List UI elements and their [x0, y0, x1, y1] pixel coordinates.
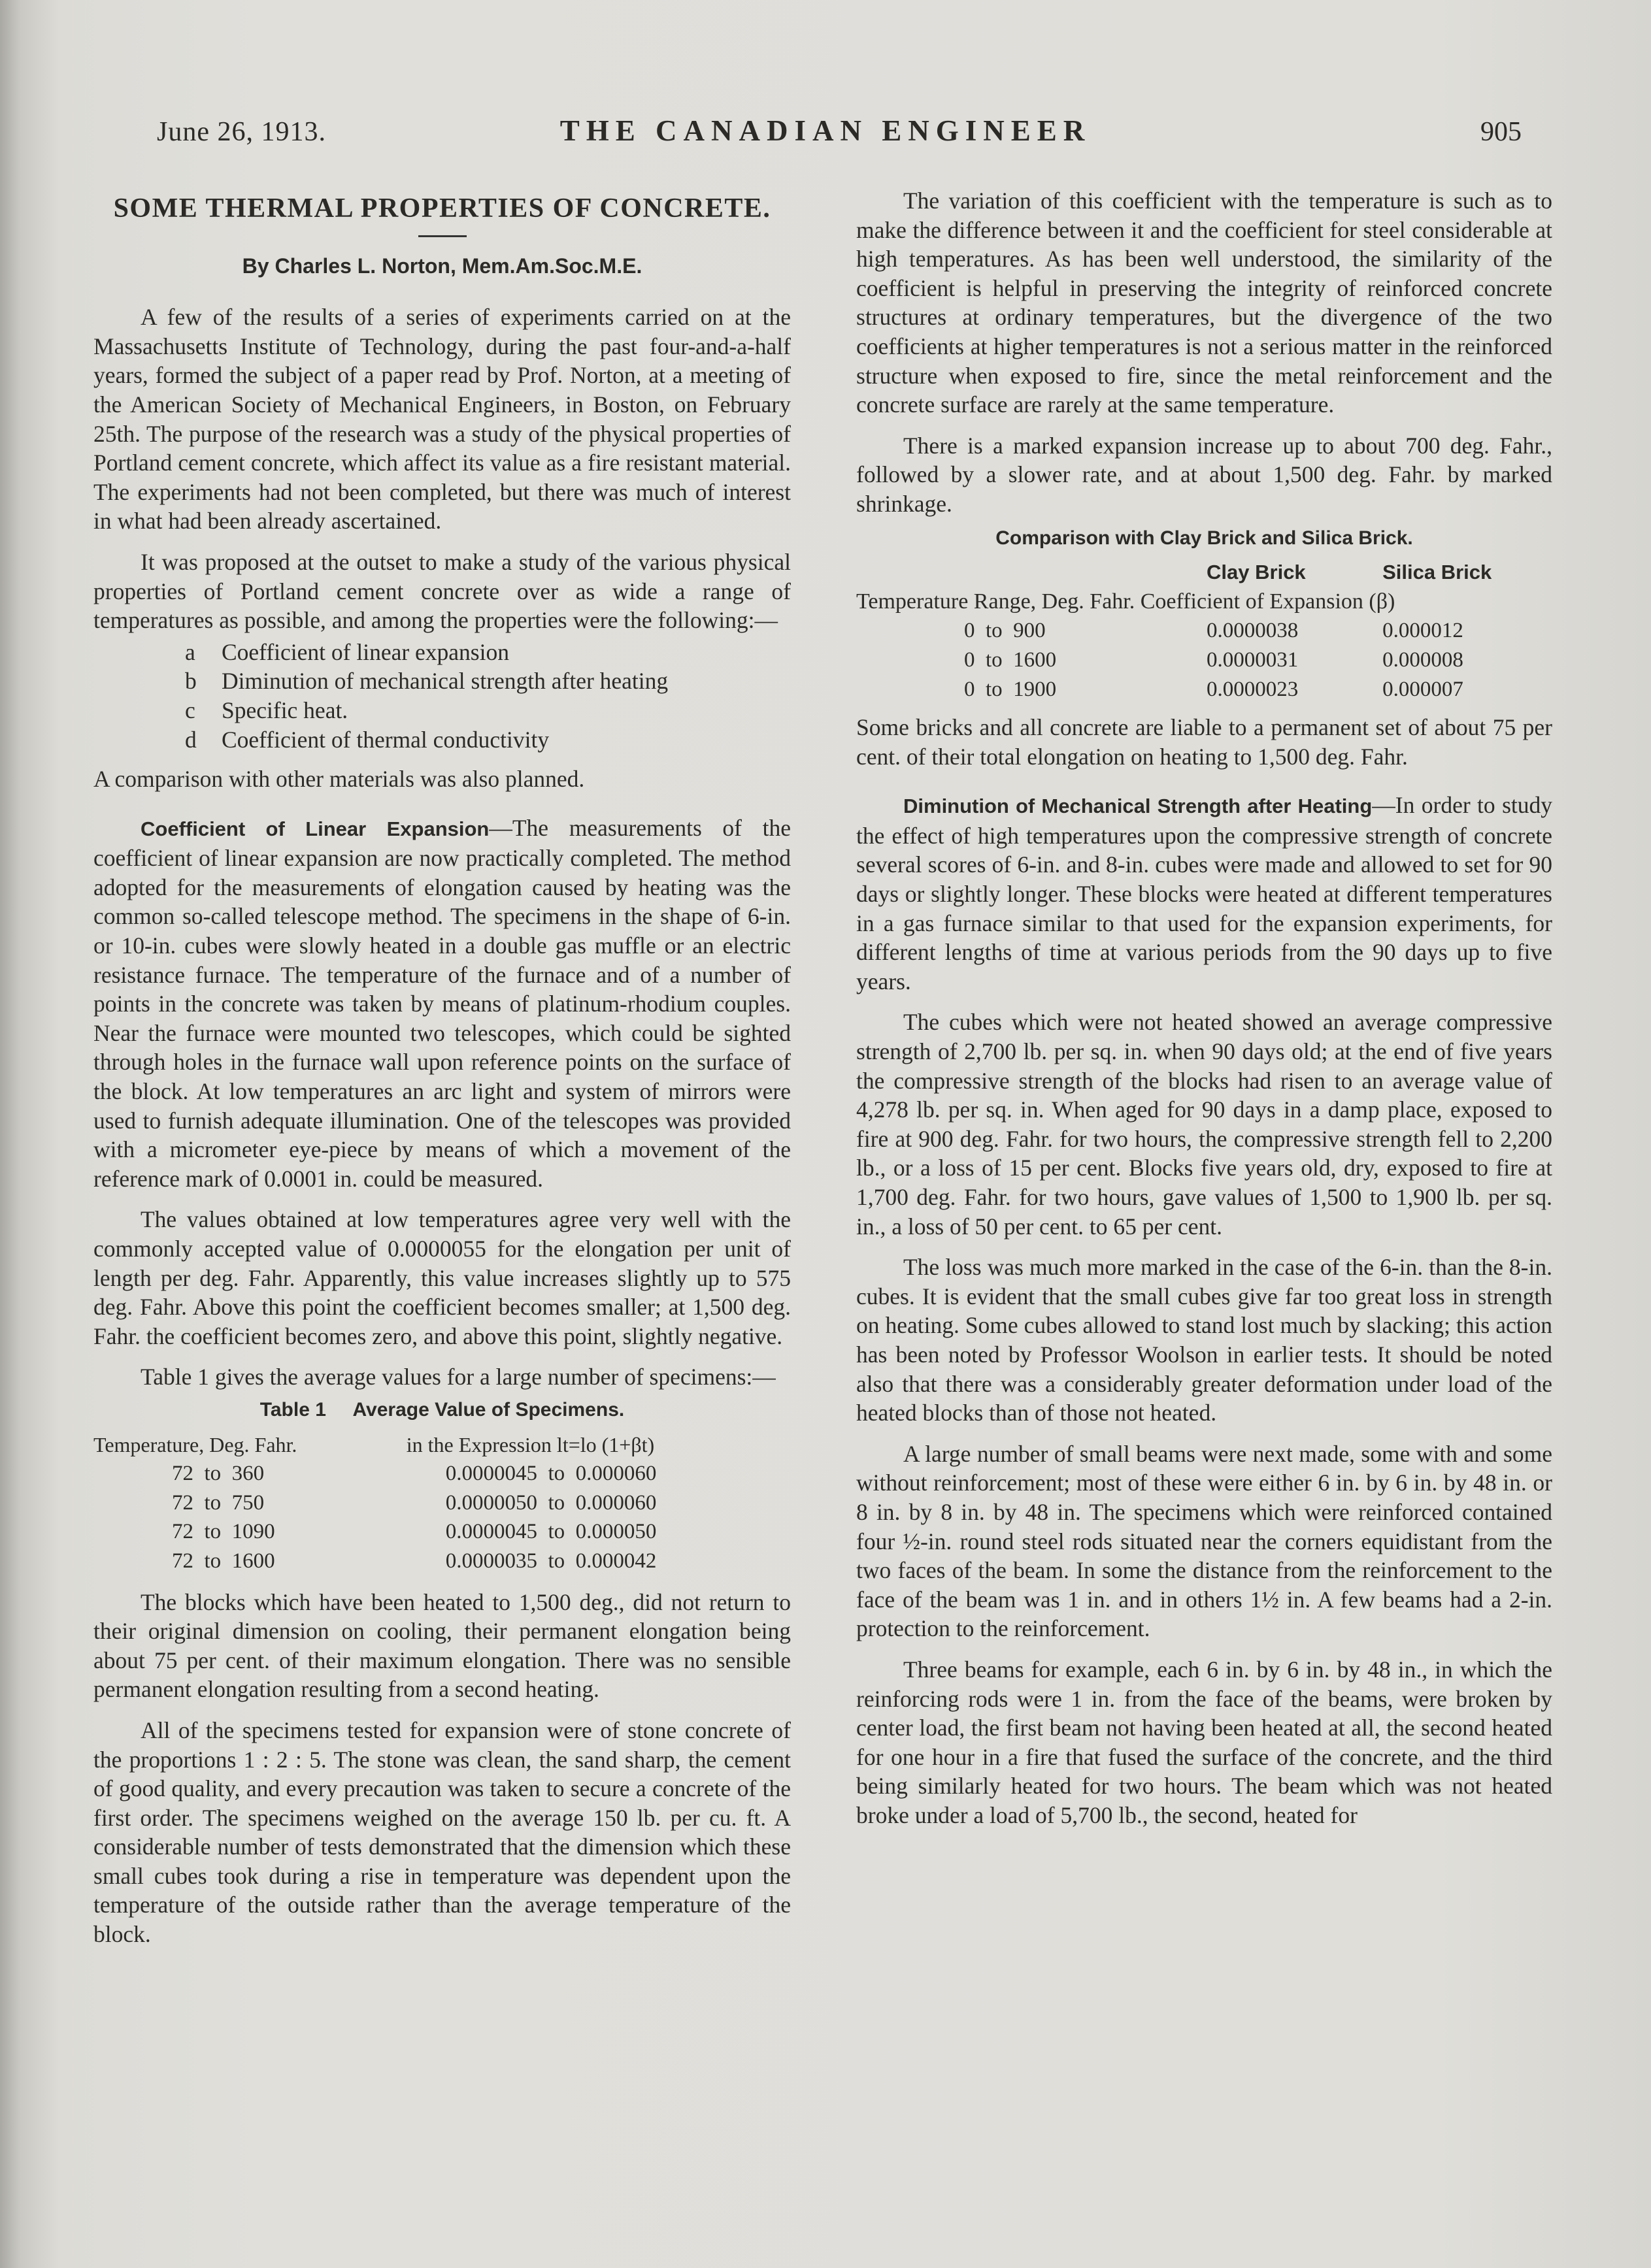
right-column — [856, 186, 1552, 1841]
table-row: 72 to 750 0.0000050 to 0.000060 — [172, 1490, 657, 1515]
list-item: d Coefficient of thermal conductivity — [185, 726, 550, 753]
table-row: 72 to 360 0.0000045 to 0.000060 — [172, 1462, 657, 1486]
table-row: 0 to 900 0.0000038 0.000012 — [964, 619, 1463, 643]
table1-caption: Table 1 Average Value of Specimens. — [259, 1398, 625, 1421]
page-number: 905 — [1480, 117, 1522, 147]
coefficient-paragraph-2: The values obtained at low temperatures agree very well with the commonly accepted value of 0.0000055 for the elongation per unit of length per deg. Fahr. Apparently, this value increases slightly up to 575 deg. Fahr. Above this point the coefficient becomes smaller; at 1,500 deg. Fahr. the coefficient becomes zero, and above this point, slightly negative. — [93, 1206, 791, 1349]
table-row: 72 to 1600 0.0000035 to 0.000042 — [172, 1549, 657, 1573]
brick-paragraph: Some bricks and all concrete are liable to a permanent set of about 75 per cent. of their total elongation on heating to 1,500 deg. Fahr. — [856, 714, 1552, 770]
table1-header-temperature: Temperature, Deg. Fahr. — [93, 1432, 297, 1456]
table-1 — [93, 1430, 791, 1576]
byline: By Charles L. Norton, Mem.Am.Soc.M.E. — [242, 254, 642, 278]
diminution-paragraph-1: Diminution of Mechanical Strength after Heating—In order to study the effect of high temperatures upon the compressive strength of concrete several scores of 6-in. and 8-in. cubes were made and allowed to set for 90 days or slightly longer. These blocks were heated at different temperatures in a gas furnace similar to that used for the expansion experiments, for different lengths of time at various periods from the 90 days up to five years. — [856, 792, 1552, 994]
intro-paragraph-1: A few of the results of a series of experiments carried on at the Massachusetts Institute of Technology, during the past four-and-a-half years, formed the subject of a paper read by Prof. Norton, at a meeting of the American Society of Mechanical Engineers, in Boston, on February 25th. The purpose of the research was a study of the physical properties of Portland cement concrete, which affect its value as a fire resistant material. The experiments had not been completed, but there was much of interest in what had been already ascertained. — [93, 304, 791, 534]
list-item: a Coefficient of linear expansion — [185, 638, 509, 665]
journal-title: THE CANADIAN ENGINEER — [559, 114, 1092, 147]
table-row: 0 to 1900 0.0000023 0.000007 — [964, 677, 1463, 701]
table-row: 0 to 1600 0.0000031 0.000008 — [964, 648, 1463, 672]
table2-header-clay: Clay Brick — [1207, 561, 1306, 584]
list-item: b Diminution of mechanical strength after heating — [185, 668, 669, 695]
coefficient-paragraph-6: The variation of this coefficient with the temperature is such as to make the difference between it and the coefficient for steel considerable at high temperatures. As has been well understood, the similarity of the coefficient is helpful in preserving the integrity of reinforced concrete structures at ordinary temperatures, but the divergence of the two coefficients at higher temperatures is not a serious matter in the reinforced structure when exposed to fire, since the metal reinforcement and the concrete surface are rarely at the same temperature. — [856, 188, 1552, 418]
article-title: SOME THERMAL PROPERTIES OF CONCRETE. — [113, 193, 771, 223]
table2-description: Temperature Range, Deg. Fahr. Coefficient of Expansion (β) — [856, 589, 1395, 614]
diminution-paragraph-2: The cubes which were not heated showed an average compressive strength of 2,700 lb. per sq. in. when 90 days old; at the end of five years the compressive strength of the blocks had risen to an average value of 4,278 lb. per sq. in. When aged for 90 days in a damp place, exposed to fire at 900 deg. Fahr. for two hours, the compressive strength fell to 2,200 lb., or a loss of 15 per cent. Blocks five years old, dry, exposed to fire at 1,700 deg. Fahr. for two hours, gave values of 1,500 to 1,900 lb. per sq. in., a loss of 50 per cent. to 65 per cent. — [856, 1009, 1552, 1240]
title-rule — [418, 235, 467, 237]
issue-date: June 26, 1913. — [157, 117, 326, 147]
table2-header-silica: Silica Brick — [1382, 561, 1492, 584]
coefficient-paragraph-3: Table 1 gives the average values for a large number of specimens:— — [141, 1364, 776, 1390]
left-column — [93, 186, 791, 1961]
diminution-paragraph-3: The loss was much more marked in the case of the 6-in. than the 8-in. cubes. It is evident that the small cubes give far too great loss in strength on heating. Some cubes allowed to stand lost much by slacking; this action has been noted by Professor Woolson in earlier tests. It should be noted also that there was a considerably greater deformation under load of the heated blocks than of those not heated. — [856, 1254, 1552, 1426]
table-row: 72 to 1090 0.0000045 to 0.000050 — [172, 1520, 657, 1544]
list-item: c Specific heat. — [185, 697, 348, 723]
diminution-paragraph-5: Three beams for example, each 6 in. by 6 in. by 48 in., in which the reinforcing rods were 1 in. from the face of the beams, were broken by center load, the first beam not having been heated at all, the second heated for one hour in a fire that fused the surface of the concrete, and the third being similarly heated for two hours. The beam which was not heated broke under a load of 5,700 lb., the second, heated for — [856, 1656, 1552, 1828]
properties-list — [93, 638, 791, 754]
coefficient-paragraph-7: There is a marked expansion increase up to about 700 deg. Fahr., followed by a slower rate, and at about 1,500 deg. Fahr. by marked shrinkage. — [856, 432, 1552, 517]
table2-caption: Comparison with Clay Brick and Silica Brick. — [995, 527, 1413, 549]
section-heading-diminution: Diminution of Mechanical Strength after Heating — [903, 795, 1373, 818]
diminution-paragraph-4: A large number of small beams were next made, some with and some without reinforcement; most of these were either 6 in. by 6 in. by 48 in. or 8 in. by 8 in. by 48 in. The specimens which were reinforced contained four ½-in. round steel rods situated near the corners equidistant from the two faces of the beam. In some the distance from the reinforcement to the face of the beam was 1 in. and in others 1½ in. A few beams had a 2-in. protection to the reinforcement. — [856, 1440, 1552, 1642]
section-heading-coefficient: Coefficient of Linear Expansion — [141, 817, 490, 840]
coefficient-paragraph-4: The blocks which have been heated to 1,500 deg., did not return to their original dimension on cooling, their permanent elongation being about 75 per cent. of their maximum elongation. There was no sensible permanent elongation resulting from a second heating. — [93, 1588, 791, 1703]
intro-paragraph-2: It was proposed at the outset to make a study of the various physical properties of Portland cement concrete over as wide a range of temperatures as possible, and among the properties were the following:— — [93, 548, 791, 634]
intro-paragraph-3: A comparison with other materials was also planned. — [93, 766, 585, 793]
coefficient-paragraph-5: All of the specimens tested for expansion were of stone concrete of the proportions 1 : 2 : 5. The stone was clean, the sand sharp, the cement of good quality, and every precaution was taken to secure a concrete of the first order. The specimens weighed on the average 150 lb. per cu. ft. A considerable number of tests demonstrated that the dimension which these small cubes took during a rise in temperature was dependent upon the temperature of the outside rather than the average temperature of the block. — [93, 1717, 791, 1948]
page-header — [0, 110, 1651, 162]
table-2 — [856, 558, 1552, 704]
table1-header-expression: in the Expression lt=lo (1+βt) — [406, 1432, 655, 1456]
coefficient-paragraph-1: Coefficient of Linear Expansion—The measurements of the coefficient of linear expansion are now practically completed. The method adopted for the measurements of elongation caused by heating was the common so-called telescope method. The specimens in the shape of 6-in. or 10-in. cubes were slowly heated in a double gas muffle or an electric resistance furnace. The temperature of the furnace and of a number of points in the concrete was taken by means of platinum-rhodium couples. Near the furnace were mounted two telescopes, which could be sighted through holes in the furnace wall upon reference points on the surface of the block. At low temperatures an arc light and system of mirrors were used to furnish adequate illumination. One of the telescopes was provided with a micrometer eye-piece by means of which a movement of the reference mark of 0.0001 in. could be measured. — [93, 814, 792, 1192]
